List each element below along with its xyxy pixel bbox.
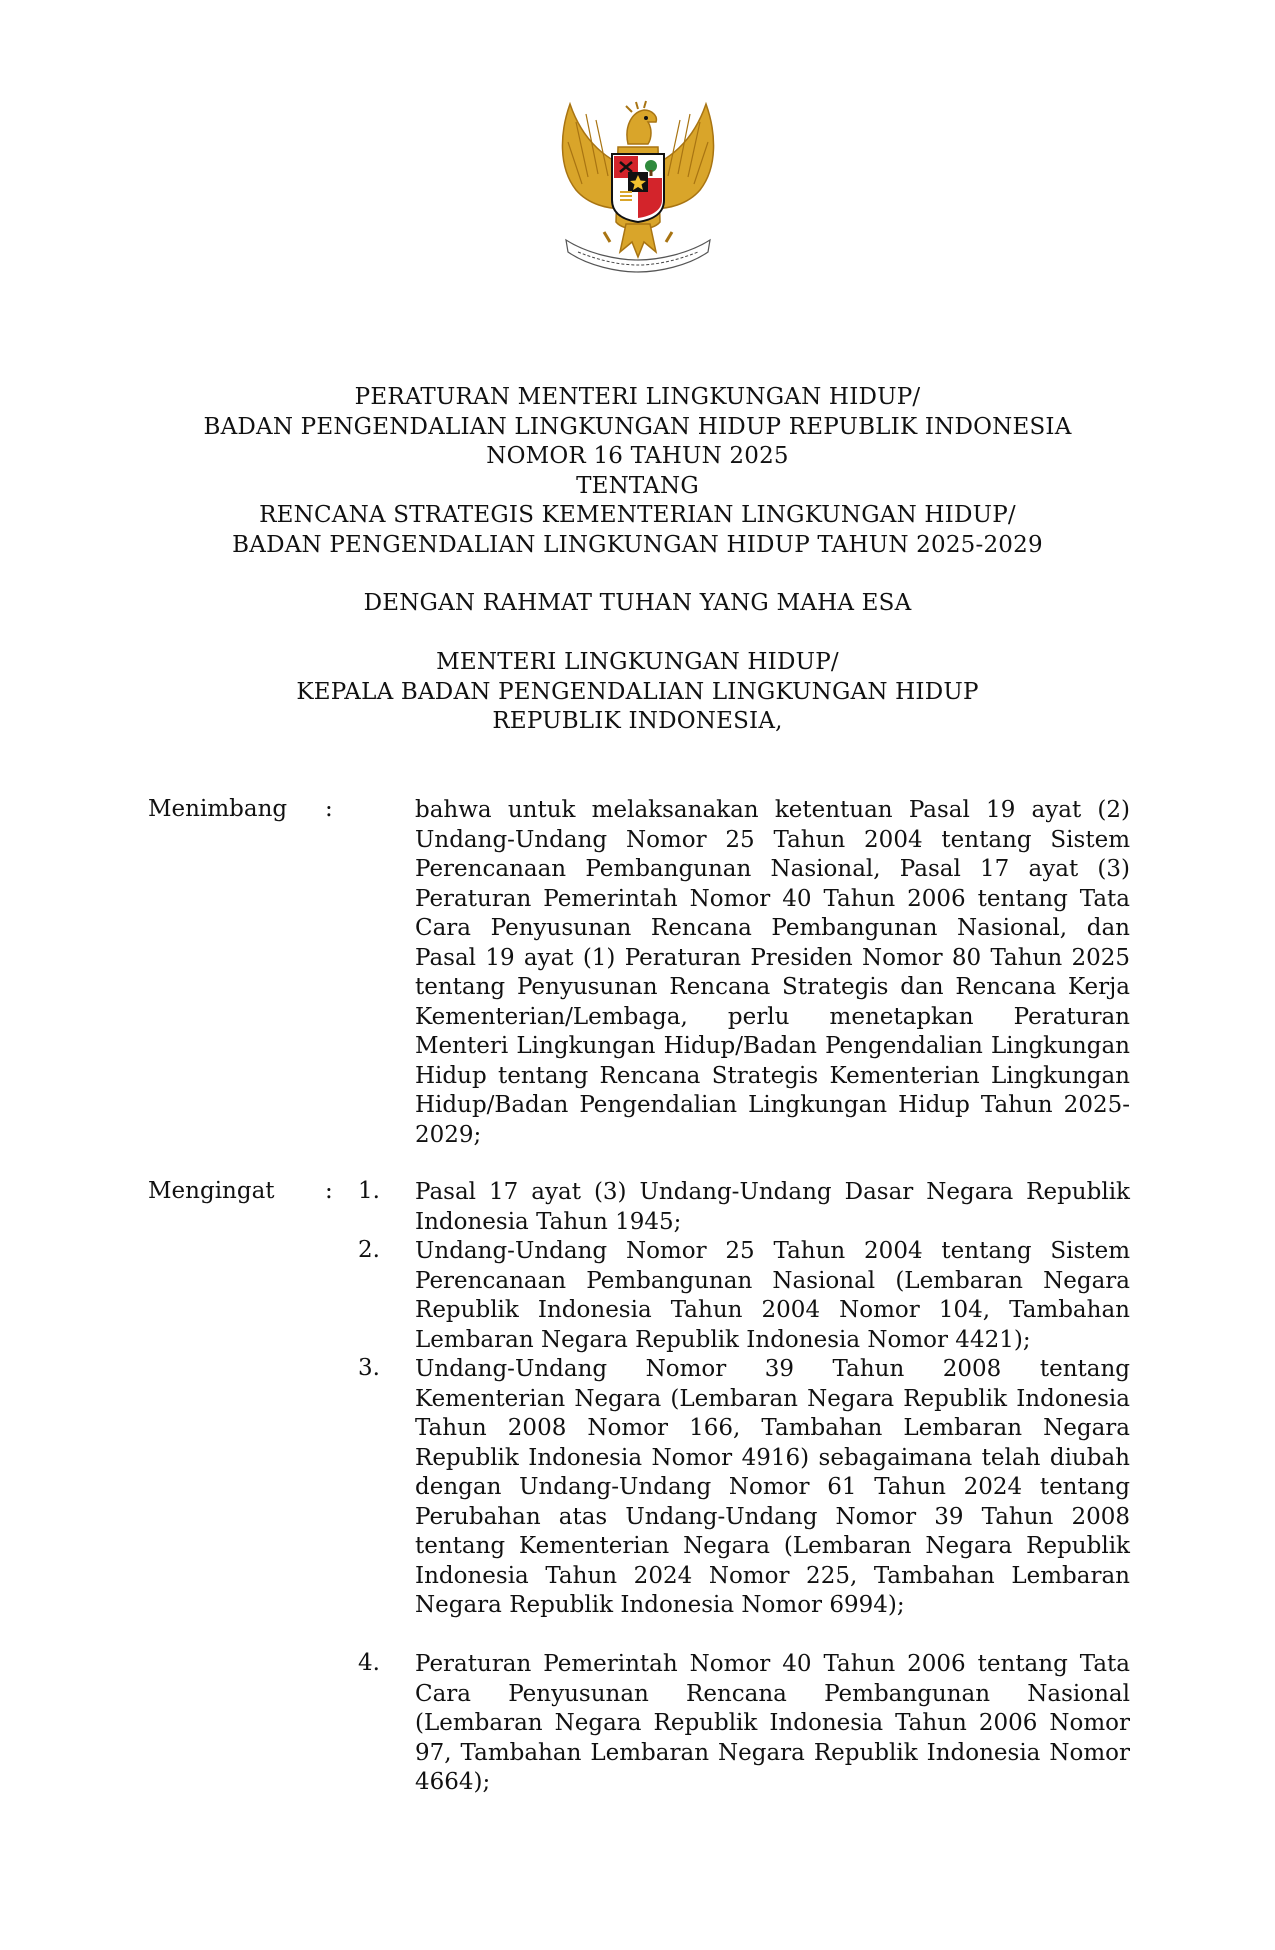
authority-line-3: REPUBLIK INDONESIA, bbox=[492, 708, 783, 734]
heading-line-2: BADAN PENGENDALIAN LINGKUNGAN HIDUP REPUBLIK INDONESIA bbox=[203, 413, 1072, 440]
menimbang-text: bahwa untuk melaksanakan ketentuan Pasal 19 ayat (2) Undang-Undang Nomor 25 Tahun 2004 tentang Sistem Perencanaan Pembangunan Nasional, Pasal 17 ayat (3) Peraturan Pemerintah Nomor 40 Tahun 2006 tentang Tata Cara Penyusunan Rencana Pembangunan Nasional, dan Pasal 19 ayat (1) Peraturan Presiden Nomor 80 Tahun 2025 tentang Penyusunan Rencana Strategis dan Rencana Kerja Kementerian/Lembaga, perlu menetapkan Peraturan Menteri Lingkungan Hidup/Badan Pengendalian Lingkungan Hidup tentang Rencana Strategis Kementerian Lingkungan Hidup/Badan Pengendalian Lingkungan Hidup Tahun 2025-2029; bbox=[415, 797, 1130, 1148]
mengingat-label: Mengingat bbox=[148, 1178, 275, 1204]
heading-line-1: PERATURAN MENTERI LINGKUNGAN HIDUP/ bbox=[354, 384, 921, 410]
garuda-pancasila-emblem-icon bbox=[548, 92, 728, 282]
regulation-heading bbox=[0, 383, 1275, 560]
mengingat-item-1-text: Pasal 17 ayat (3) Undang-Undang Dasar Negara Republik Indonesia Tahun 1945; bbox=[415, 1179, 1130, 1235]
mengingat-item-4-number: 4. bbox=[358, 1650, 380, 1676]
mengingat-item-3-number: 3. bbox=[358, 1355, 380, 1381]
authority-line-2: KEPALA BADAN PENGENDALIAN LINGKUNGAN HIDUP bbox=[296, 678, 979, 705]
mengingat-item-3-text: Undang-Undang Nomor 39 Tahun 2008 tentang Kementerian Negara (Lembaran Negara Republik Indonesia Tahun 2008 Nomor 166, Tambahan Lembaran Negara Republik Indonesia Nomor 4916) sebagaimana telah diubah dengan Undang-Undang Nomor 61 Tahun 2024 tentang Perubahan atas Undang-Undang Nomor 39 Tahun 2008 tentang Kementerian Negara (Lembaran Negara Republik Indonesia Tahun 2024 Nomor 225, Tambahan Lembaran Negara Republik Indonesia Nomor 6994); bbox=[415, 1356, 1130, 1618]
heading-line-4: TENTANG bbox=[576, 472, 699, 499]
garuda-head bbox=[627, 110, 656, 144]
menimbang-label: Menimbang bbox=[148, 796, 288, 822]
invocation bbox=[0, 589, 1275, 619]
heading-line-6: BADAN PENGENDALIAN LINGKUNGAN HIDUP TAHUN 2025-2029 bbox=[232, 531, 1043, 558]
mengingat-item-1-number: 1. bbox=[358, 1178, 380, 1204]
heading-line-3: NOMOR 16 TAHUN 2025 bbox=[486, 443, 789, 469]
heading-line-5: RENCANA STRATEGIS KEMENTERIAN LINGKUNGAN HIDUP/ bbox=[259, 502, 1016, 528]
menimbang-colon: : bbox=[325, 796, 333, 822]
mengingat-item-4-text: Peraturan Pemerintah Nomor 40 Tahun 2006 tentang Tata Cara Penyusunan Rencana Pembangunan Nasional (Lembaran Negara Republik Indonesia Tahun 2006 Nomor 97, Tambahan Lembaran Negara Republik Indonesia Nomor 4664); bbox=[415, 1651, 1130, 1795]
mengingat-colon: : bbox=[325, 1178, 333, 1204]
invocation-text: DENGAN RAHMAT TUHAN YANG MAHA ESA bbox=[363, 590, 912, 616]
mengingat-item-2-number: 2. bbox=[358, 1237, 380, 1263]
authority-block bbox=[0, 648, 1275, 737]
authority-line-1: MENTERI LINGKUNGAN HIDUP/ bbox=[436, 649, 839, 675]
mengingat-item-2-text: Undang-Undang Nomor 25 Tahun 2004 tentang Sistem Perencanaan Pembangunan Nasional (Lembaran Negara Republik Indonesia Tahun 2004 Nomor 104, Tambahan Lembaran Negara Republik Indonesia Nomor 4421); bbox=[415, 1238, 1130, 1353]
